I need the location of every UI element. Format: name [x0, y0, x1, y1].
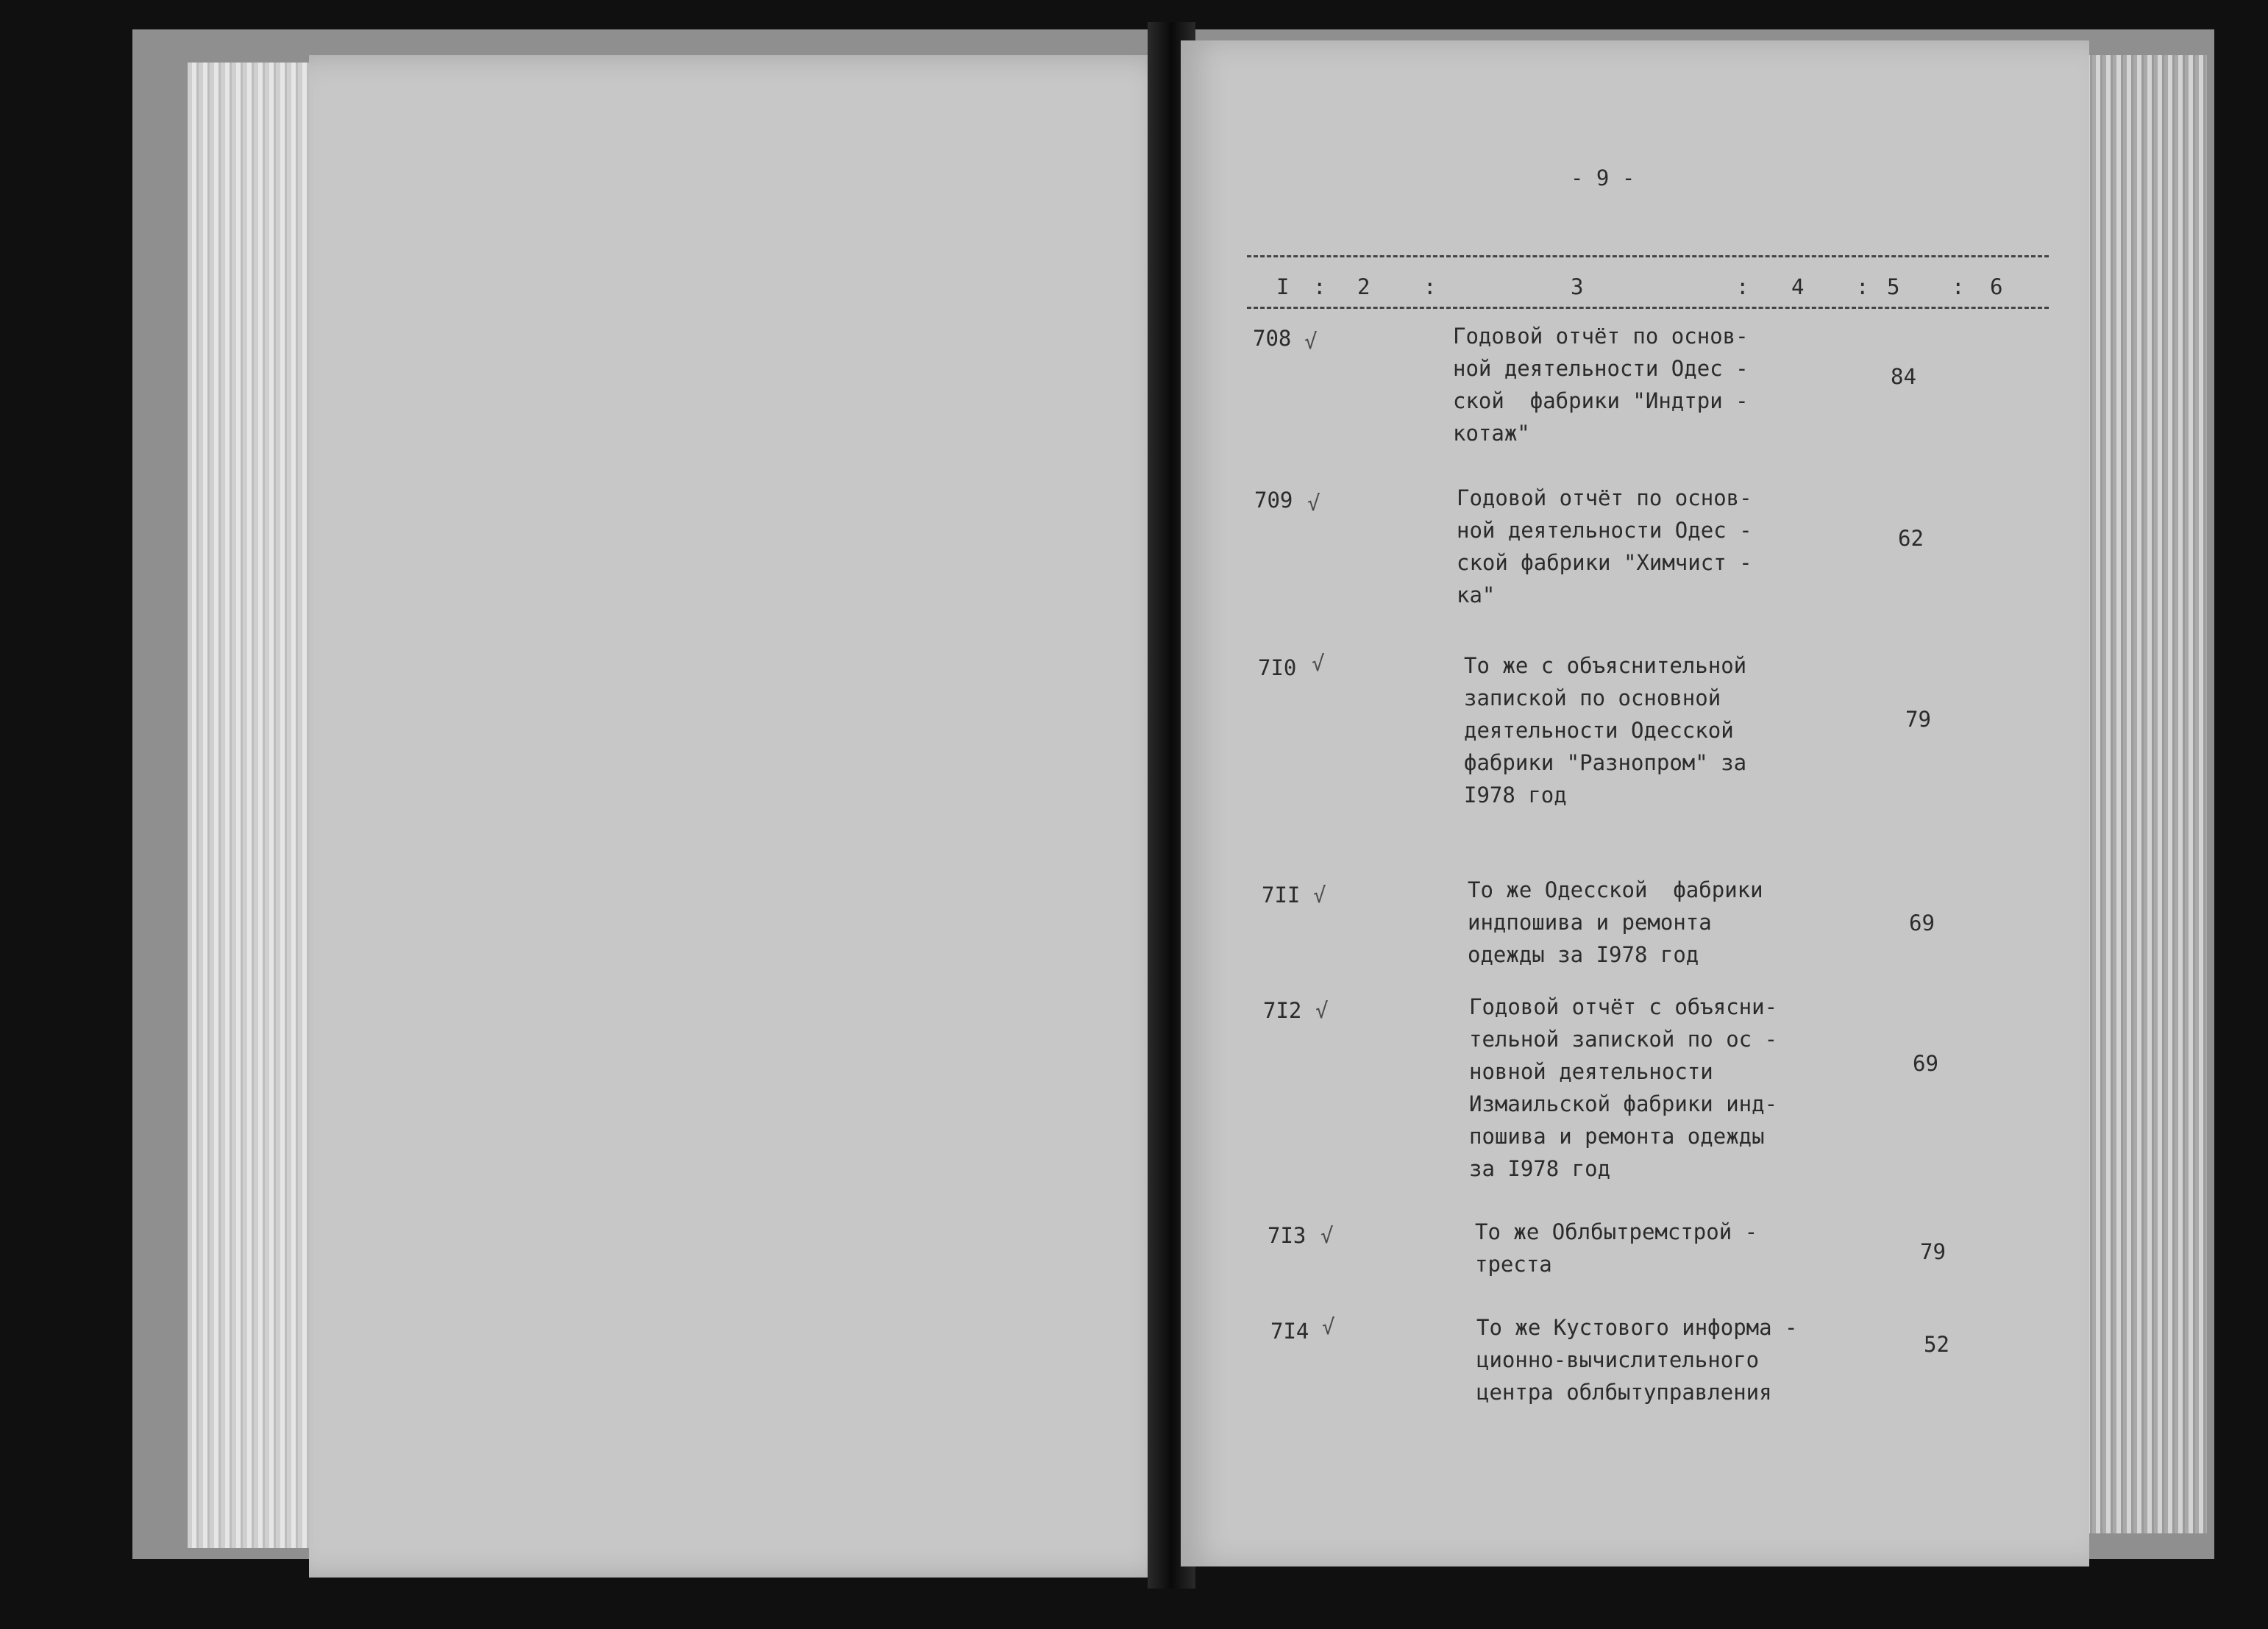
column-header-separator: : — [1313, 274, 1326, 299]
entry-number: 7I4 — [1270, 1319, 1309, 1344]
column-header-2: 2 — [1357, 274, 1371, 299]
entry-description: То же Кустового информа - ционно-вычислительного центра облбытуправления — [1476, 1315, 1798, 1405]
entry-number: 708 — [1253, 326, 1292, 351]
entry-number: 7I3 — [1268, 1223, 1307, 1248]
check-mark-icon: √ — [1307, 491, 1320, 516]
check-mark-icon: √ — [1315, 998, 1329, 1023]
header-rule-bottom — [1247, 307, 2049, 309]
page-count: 69 — [1909, 910, 1935, 935]
column-header-4: 4 — [1791, 274, 1805, 299]
page-stack-right — [2082, 55, 2207, 1533]
entry-number: 7I0 — [1258, 655, 1297, 680]
column-header-3: 3 — [1571, 274, 1584, 299]
page-number: - 9 - — [1571, 165, 1635, 190]
right-page — [1181, 40, 2089, 1566]
page-count: 79 — [1920, 1239, 1946, 1264]
entry-description: То же Облбытремстрой - треста — [1475, 1219, 1758, 1277]
entry-description: Годовой отчёт с объясни- тельной запиской по ос - новной деятельности Измаильской фабрики инд- пошива и ремонта одежды за I978 год — [1469, 994, 1778, 1181]
entry-number: 709 — [1254, 488, 1293, 513]
column-header-1: I — [1276, 274, 1290, 299]
entry-description: То же Одесской фабрики индпошива и ремонта одежды за I978 год — [1468, 877, 1763, 967]
entry-number: 7I2 — [1263, 998, 1302, 1023]
check-mark-icon: √ — [1320, 1223, 1334, 1248]
page-count: 52 — [1924, 1332, 1949, 1357]
column-header-5: 5 — [1887, 274, 1900, 299]
entry-description: Годовой отчёт по основ- ной деятельности Одес - ской фабрики "Индтри - котаж" — [1453, 324, 1749, 446]
page-count: 84 — [1891, 364, 1916, 389]
entry-number: 7II — [1262, 883, 1301, 908]
check-mark-icon: √ — [1304, 329, 1318, 354]
column-header-6: 6 — [1990, 274, 2003, 299]
page-stack-left — [188, 63, 327, 1548]
entry-description: Годовой отчёт по основ- ной деятельности Одес - ской фабрики "Химчист - ка" — [1457, 485, 1752, 607]
entry-description: То же с объяснительной запиской по основной деятельности Одесской фабрики "Разнопром" за I978 год — [1464, 653, 1747, 808]
page-count: 62 — [1898, 526, 1924, 551]
column-header-separator: : — [1423, 274, 1437, 299]
page-count: 69 — [1913, 1051, 1938, 1076]
column-header-separator: : — [1736, 274, 1749, 299]
header-rule-top — [1247, 255, 2049, 257]
column-header-separator: : — [1856, 274, 1869, 299]
page-count: 79 — [1905, 707, 1931, 732]
left-page-blank — [309, 55, 1177, 1578]
column-header-separator: : — [1952, 274, 1965, 299]
check-mark-icon: √ — [1312, 651, 1325, 676]
check-mark-icon: √ — [1322, 1314, 1335, 1339]
check-mark-icon: √ — [1313, 883, 1326, 908]
